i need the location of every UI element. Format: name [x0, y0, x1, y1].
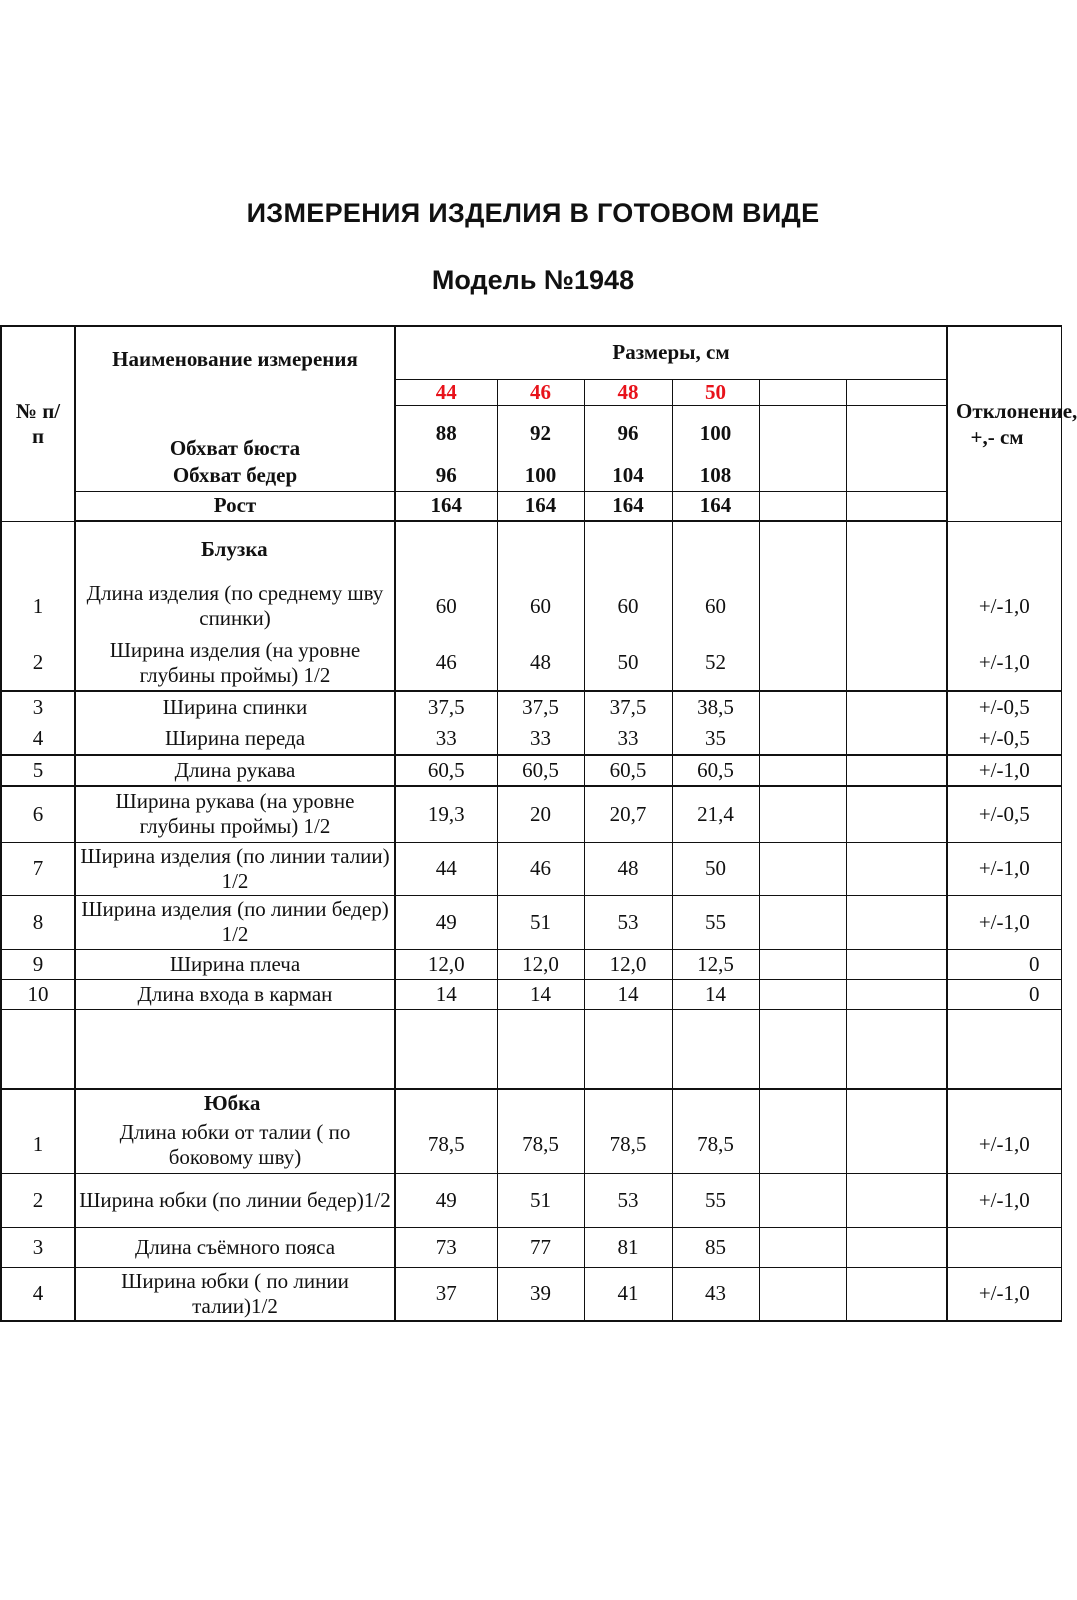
row-number: 4 — [1, 1267, 75, 1321]
row-number: 5 — [1, 755, 75, 786]
row-value-48: 60,5 — [584, 755, 672, 786]
row-value-48: 60 — [584, 577, 672, 635]
table-cell — [497, 521, 584, 577]
section-title-row-blouse — [1, 521, 1061, 577]
tolerance-header — [947, 326, 1077, 521]
table-cell — [759, 895, 846, 949]
header-row-sizes — [1, 379, 1061, 405]
row-name: Ширина переда — [75, 723, 395, 755]
table-cell — [672, 1089, 759, 1117]
table-cell — [846, 979, 947, 1009]
row-value-44: 37 — [395, 1267, 497, 1321]
size-44: 44 — [395, 379, 497, 405]
row-value-46: 14 — [497, 979, 584, 1009]
row-tolerance: +/-1,0 — [947, 1173, 1061, 1227]
table-cell — [846, 895, 947, 949]
row-name: Ширина рукава (на уровне глубины проймы) 1/2 — [75, 786, 395, 842]
height-46: 164 — [497, 491, 584, 521]
row-number: 6 — [1, 786, 75, 842]
row-value-44: 49 — [395, 895, 497, 949]
row-value-46: 60,5 — [497, 755, 584, 786]
hips-48: 104 — [584, 461, 672, 491]
height-empty-2 — [846, 491, 947, 521]
table-cell — [672, 521, 759, 577]
row-value-44: 73 — [395, 1227, 497, 1267]
table-cell — [395, 1009, 497, 1089]
row-tolerance: 0 — [947, 979, 1061, 1009]
size-48: 48 — [584, 379, 672, 405]
row-value-48: 14 — [584, 979, 672, 1009]
row-number: 10 — [1, 979, 75, 1009]
table-row — [1, 691, 1061, 723]
row-number: 4 — [1, 723, 75, 755]
size-50: 50 — [672, 379, 759, 405]
table-row — [1, 577, 1061, 635]
height-50: 164 — [672, 491, 759, 521]
num-header — [1, 326, 75, 521]
row-value-48: 48 — [584, 842, 672, 895]
hips-46: 100 — [497, 461, 584, 491]
row-value-44: 14 — [395, 979, 497, 1009]
table-cell — [846, 786, 947, 842]
row-name: Длина съёмного пояса — [75, 1227, 395, 1267]
table-cell — [497, 1009, 584, 1089]
table-cell — [846, 1173, 947, 1227]
row-number: 7 — [1, 842, 75, 895]
row-value-50: 85 — [672, 1227, 759, 1267]
table-row — [1, 842, 1061, 895]
row-number: 1 — [1, 1117, 75, 1173]
table-cell — [672, 1009, 759, 1089]
table-cell — [846, 1267, 947, 1321]
row-value-44: 37,5 — [395, 691, 497, 723]
size-46: 46 — [497, 379, 584, 405]
row-tolerance: +/-1,0 — [947, 755, 1061, 786]
table-row — [1, 979, 1061, 1009]
table-cell — [1, 1009, 75, 1089]
table-row — [1, 723, 1061, 755]
row-value-48: 78,5 — [584, 1117, 672, 1173]
row-name: Ширина изделия (по линии талии) 1/2 — [75, 842, 395, 895]
row-value-50: 21,4 — [672, 786, 759, 842]
row-value-44: 33 — [395, 723, 497, 755]
row-value-48: 37,5 — [584, 691, 672, 723]
row-tolerance: +/-1,0 — [947, 1117, 1061, 1173]
table-cell — [1, 521, 75, 577]
row-tolerance: +/-1,0 — [947, 895, 1061, 949]
table-cell — [75, 1009, 395, 1089]
num-header-label: № п/п — [15, 398, 61, 448]
table-cell — [1, 1089, 75, 1117]
hips-44: 96 — [395, 461, 497, 491]
row-name: Ширина изделия (по линии бедер) 1/2 — [75, 895, 395, 949]
table-cell — [846, 691, 947, 723]
row-value-50: 43 — [672, 1267, 759, 1321]
table-cell — [947, 1089, 1061, 1117]
table-cell — [846, 1009, 947, 1089]
section-title-blouse: Блузка — [75, 521, 395, 577]
bust-label: Обхват бюста — [75, 405, 395, 461]
table-cell — [759, 949, 846, 979]
row-name: Длина изделия (по среднему шву спинки) — [75, 577, 395, 635]
table-cell — [759, 755, 846, 786]
row-value-50: 60,5 — [672, 755, 759, 786]
page-title: ИЗМЕРЕНИЯ ИЗДЕЛИЯ В ГОТОВОМ ВИДЕ — [246, 198, 820, 228]
height-label: Рост — [75, 491, 395, 521]
row-name: Ширина изделия (на уровне глубины проймы) 1/2 — [75, 635, 395, 691]
row-value-48: 12,0 — [584, 949, 672, 979]
table-cell — [846, 521, 947, 577]
section-title-row-skirt — [1, 1089, 1061, 1117]
height-48: 164 — [584, 491, 672, 521]
row-value-46: 39 — [497, 1267, 584, 1321]
bust-44: 88 — [395, 405, 497, 461]
row-value-48: 33 — [584, 723, 672, 755]
hips-50: 108 — [672, 461, 759, 491]
row-value-46: 60 — [497, 577, 584, 635]
row-value-48: 41 — [584, 1267, 672, 1321]
table-row — [1, 635, 1061, 691]
row-value-50: 55 — [672, 895, 759, 949]
table-cell — [759, 577, 846, 635]
measurements-table-container — [0, 325, 1077, 1345]
model-title: Модель №1948 — [431, 265, 635, 295]
row-number: 3 — [1, 691, 75, 723]
row-value-48: 50 — [584, 635, 672, 691]
table-cell — [759, 521, 846, 577]
row-name: Длина входа в карман — [75, 979, 395, 1009]
row-tolerance: +/-1,0 — [947, 577, 1061, 635]
table-cell — [846, 755, 947, 786]
row-value-46: 33 — [497, 723, 584, 755]
table-cell — [759, 786, 846, 842]
row-name: Ширина юбки ( по линии талии)1/2 — [75, 1267, 395, 1321]
height-empty-1 — [759, 491, 846, 521]
bust-empty-2 — [846, 405, 947, 461]
row-tolerance — [947, 1227, 1061, 1267]
table-cell — [584, 521, 672, 577]
row-name: Ширина юбки (по линии бедер)1/2 — [75, 1173, 395, 1227]
hips-label: Обхват бедер — [75, 461, 395, 491]
row-tolerance: +/-1,0 — [947, 1267, 1061, 1321]
row-tolerance: +/-0,5 — [947, 786, 1061, 842]
bust-48: 96 — [584, 405, 672, 461]
table-cell — [846, 1089, 947, 1117]
bust-50: 100 — [672, 405, 759, 461]
table-cell — [759, 691, 846, 723]
row-value-46: 78,5 — [497, 1117, 584, 1173]
row-value-46: 37,5 — [497, 691, 584, 723]
table-cell — [759, 842, 846, 895]
row-value-44: 44 — [395, 842, 497, 895]
row-value-50: 38,5 — [672, 691, 759, 723]
row-tolerance: +/-0,5 — [947, 723, 1061, 755]
row-value-50: 55 — [672, 1173, 759, 1227]
table-cell — [759, 1227, 846, 1267]
table-row — [1, 895, 1061, 949]
row-value-46: 12,0 — [497, 949, 584, 979]
table-cell — [759, 1117, 846, 1173]
table-cell — [759, 1173, 846, 1227]
table-cell — [947, 1009, 1061, 1089]
row-tolerance: +/-0,5 — [947, 691, 1061, 723]
table-cell — [846, 723, 947, 755]
row-value-50: 12,5 — [672, 949, 759, 979]
row-value-50: 14 — [672, 979, 759, 1009]
row-value-48: 20,7 — [584, 786, 672, 842]
measurements-table — [0, 325, 1077, 1322]
row-value-44: 19,3 — [395, 786, 497, 842]
table-row — [1, 1267, 1061, 1321]
size-empty-1 — [759, 379, 846, 405]
section-title-skirt: Юбка — [75, 1089, 395, 1117]
bust-empty-1 — [759, 405, 846, 461]
table-cell — [395, 1089, 497, 1117]
row-number: 2 — [1, 1173, 75, 1227]
row-name: Длина юбки от талии ( по боковому шву) — [75, 1117, 395, 1173]
table-cell — [947, 521, 1061, 577]
height-44: 164 — [395, 491, 497, 521]
table-row — [1, 1173, 1061, 1227]
hips-empty-2 — [846, 461, 947, 491]
row-number: 8 — [1, 895, 75, 949]
tolerance-header-label: Отклонение, +,- см — [956, 398, 1077, 449]
row-value-46: 46 — [497, 842, 584, 895]
row-number: 2 — [1, 635, 75, 691]
row-value-44: 60 — [395, 577, 497, 635]
row-value-50: 60 — [672, 577, 759, 635]
row-value-48: 53 — [584, 1173, 672, 1227]
hips-empty-1 — [759, 461, 846, 491]
row-value-44: 49 — [395, 1173, 497, 1227]
header-row-height — [1, 491, 1061, 521]
row-value-50: 78,5 — [672, 1117, 759, 1173]
row-value-46: 51 — [497, 1173, 584, 1227]
table-cell — [759, 979, 846, 1009]
table-cell — [759, 1089, 846, 1117]
row-value-46: 48 — [497, 635, 584, 691]
table-cell — [759, 1009, 846, 1089]
table-row — [1, 786, 1061, 842]
table-row — [1, 949, 1061, 979]
table-row — [1, 1117, 1061, 1173]
row-value-48: 53 — [584, 895, 672, 949]
table-cell — [497, 1089, 584, 1117]
row-tolerance: +/-1,0 — [947, 842, 1061, 895]
row-number: 3 — [1, 1227, 75, 1267]
table-cell — [846, 635, 947, 691]
table-cell — [584, 1089, 672, 1117]
size-empty-2 — [846, 379, 947, 405]
row-value-46: 77 — [497, 1227, 584, 1267]
table-row — [1, 755, 1061, 786]
table-cell — [846, 577, 947, 635]
row-value-44: 78,5 — [395, 1117, 497, 1173]
table-cell — [846, 1117, 947, 1173]
row-value-44: 60,5 — [395, 755, 497, 786]
row-name: Ширина плеча — [75, 949, 395, 979]
table-cell — [759, 1267, 846, 1321]
bust-46: 92 — [497, 405, 584, 461]
row-number: 1 — [1, 577, 75, 635]
name-header: Наименование измерения — [75, 326, 395, 379]
spacer-row — [1, 1009, 1061, 1089]
row-name: Длина рукава — [75, 755, 395, 786]
table-cell — [846, 949, 947, 979]
table-cell — [846, 1227, 947, 1267]
row-value-48: 81 — [584, 1227, 672, 1267]
header-row-sizes-label — [1, 326, 1061, 379]
table-cell — [584, 1009, 672, 1089]
sizes-header: Размеры, см — [395, 326, 947, 379]
row-value-46: 51 — [497, 895, 584, 949]
header-row-bust — [1, 405, 1061, 461]
table-cell — [395, 521, 497, 577]
table-row — [1, 1227, 1061, 1267]
row-value-44: 46 — [395, 635, 497, 691]
table-cell — [846, 842, 947, 895]
table-cell — [759, 723, 846, 755]
row-tolerance: 0 — [947, 949, 1061, 979]
row-value-50: 35 — [672, 723, 759, 755]
row-number: 9 — [1, 949, 75, 979]
row-value-50: 52 — [672, 635, 759, 691]
row-name: Ширина спинки — [75, 691, 395, 723]
row-tolerance: +/-1,0 — [947, 635, 1061, 691]
row-value-50: 50 — [672, 842, 759, 895]
row-value-44: 12,0 — [395, 949, 497, 979]
row-value-46: 20 — [497, 786, 584, 842]
name-header-filler — [75, 379, 395, 405]
header-row-hips — [1, 461, 1061, 491]
table-cell — [759, 635, 846, 691]
